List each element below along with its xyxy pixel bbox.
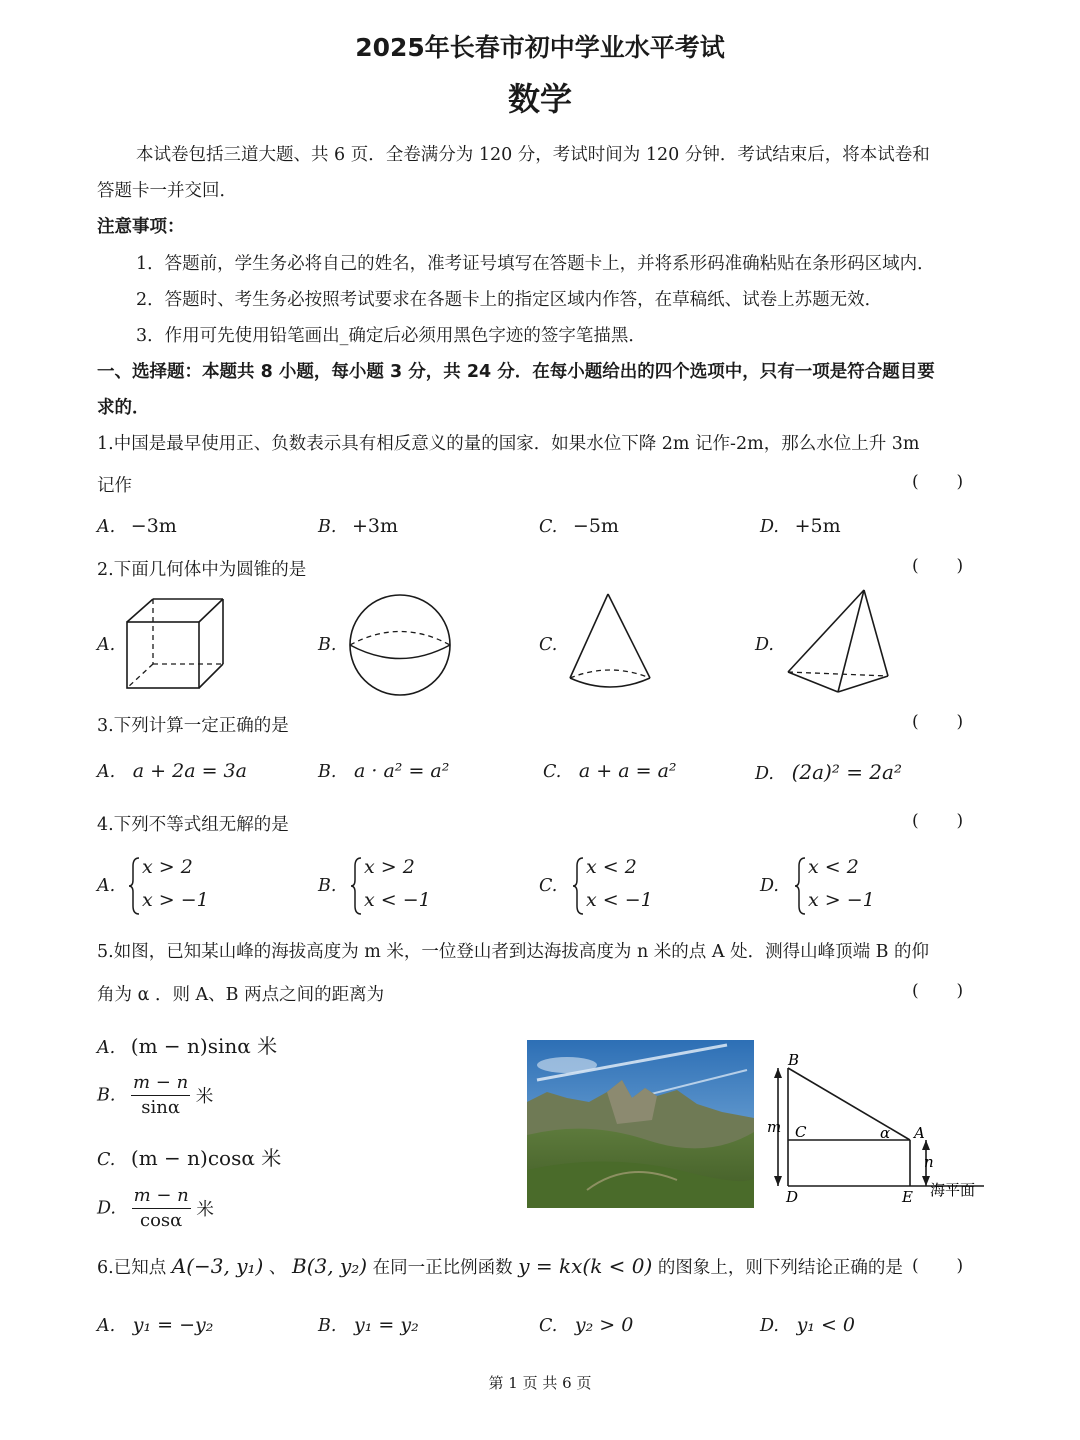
q4-stem: 4.下列不等式组无解的是: [97, 815, 289, 835]
cone-figure: [566, 590, 656, 695]
label-c: C: [795, 1123, 807, 1141]
q1-option-c-value: −5m: [572, 515, 619, 537]
q3-option-c-value: a + a = a²: [578, 760, 677, 782]
q3-stem: 3.下列计算一定正确的是: [97, 716, 289, 736]
q5-option-d: [97, 1184, 214, 1233]
pyramid-figure: [782, 586, 892, 696]
q3-option-a-value: a + 2a = 3a: [132, 760, 247, 782]
q1-option-d: [760, 515, 841, 537]
label-e: E: [902, 1188, 913, 1205]
notice-item-2: 2．答题时、考生务必按照考试要求在各题卡上的指定区域内作答，在草稿纸、试卷上苏题无效．: [136, 290, 883, 310]
cube-figure: [120, 594, 230, 694]
label-n: n: [924, 1153, 934, 1171]
q5-option-d-label: D.: [97, 1198, 116, 1219]
q6-stem-post: 的图象上，则下列结论正确的是: [657, 1258, 903, 1278]
q1-option-b: [318, 515, 398, 537]
q3-option-a-label: A.: [97, 762, 116, 782]
q4-label-d: D.: [760, 876, 779, 896]
label-b: B: [788, 1051, 800, 1069]
q4-d-ineq-1: x < 2: [808, 856, 859, 878]
q5-option-d-denominator: cosα: [140, 1210, 183, 1231]
q5-option-c-value: (m − n)cosα 米: [130, 1146, 282, 1170]
q5-option-b-denominator: sinα: [141, 1097, 180, 1118]
q4-label-a: A.: [97, 876, 116, 896]
exam-title: 2025年长春市初中学业水平考试: [355, 33, 725, 62]
q5-option-b-numerator: m − n: [131, 1071, 190, 1096]
q4-brace-b: [350, 856, 362, 916]
q3-answer-paren: ( ): [912, 712, 964, 732]
q5-stem-line-2: 角为 α ．则 A、B 两点之间的距离为: [97, 985, 385, 1005]
q1-answer-paren: ( ): [912, 472, 964, 492]
q6-stem: [97, 1254, 903, 1279]
q4-a-ineq-1: x > 2: [142, 856, 193, 878]
notice-item-3: 3．作用可先使用铅笔画出_确定后必须用黑色字迹的签字笔描黑．: [136, 326, 646, 346]
section-1-heading-line-2: 求的．: [97, 398, 150, 418]
q5-geometry-diagram: [764, 1050, 994, 1205]
q3-option-c-label: C.: [543, 762, 562, 782]
q1-stem-line-2: 记作: [97, 476, 132, 496]
q1-stem-line-1: 1.中国是最早使用正、负数表示具有相反意义的量的国家．如果水位下降 2m 记作-2m，那么水位上升 3m: [97, 434, 920, 454]
q1-option-c: [539, 515, 619, 537]
q4-b-ineq-2: x < −1: [364, 889, 431, 911]
q6-option-c-label: C.: [539, 1316, 558, 1336]
q5-option-a: [97, 1030, 277, 1059]
q4-brace-a: [128, 856, 140, 916]
label-alpha: α: [880, 1124, 891, 1142]
q6-point-b: B(3, y₂): [292, 1254, 368, 1278]
q4-a-ineq-2: x > −1: [142, 889, 209, 911]
q6-answer-paren: ( ): [912, 1256, 964, 1276]
q5-stem-line-1: 5.如图，已知某山峰的海拔高度为 m 米，一位登山者到达海拔高度为 n 米的点 A 处．测得山峰顶端 B 的仰: [97, 942, 930, 962]
q1-option-b-label: B.: [318, 517, 337, 537]
q4-d-ineq-2: x > −1: [808, 889, 875, 911]
q6-option-a: [97, 1314, 213, 1336]
intro-line-2: 答题卡一并交回．: [97, 181, 237, 201]
q3-option-b-value: a · a² = a²: [354, 760, 450, 782]
q4-label-b: B.: [318, 876, 337, 896]
q5-option-c: [97, 1142, 281, 1171]
mountain-photo: [527, 1040, 754, 1208]
q6-option-b-value: y₁ = y₂: [354, 1314, 419, 1336]
q6-stem-pre: 6.已知点: [97, 1258, 167, 1278]
q3-option-d-label: D.: [755, 764, 774, 784]
q6-option-c: [539, 1314, 633, 1336]
q1-option-d-value: +5m: [794, 515, 841, 537]
q3-option-c: [543, 760, 677, 782]
q3-option-d-value: (2a)² = 2a²: [791, 760, 902, 784]
q5-option-d-numerator: m − n: [132, 1184, 191, 1209]
label-a: A: [914, 1124, 925, 1142]
q1-option-a-label: A.: [97, 517, 116, 537]
q5-answer-paren: ( ): [912, 981, 964, 1001]
q2-answer-paren: ( ): [912, 556, 964, 576]
q6-point-a: A(−3, y₁): [171, 1254, 264, 1278]
q6-option-b-label: B.: [318, 1316, 337, 1336]
notice-heading: 注意事项：: [97, 217, 185, 237]
q5-option-b: [97, 1071, 213, 1120]
q4-answer-paren: ( ): [912, 811, 964, 831]
label-d: D: [786, 1188, 799, 1205]
q1-option-a-value: −3m: [130, 515, 177, 537]
section-1-heading-line-1: 一、选择题：本题共 8 小题，每小题 3 分，共 24 分．在每小题给出的四个选项中，只有一项是符合题目要: [97, 362, 935, 382]
q6-function: y = kx(k < 0): [518, 1254, 653, 1278]
q5-option-c-label: C.: [97, 1150, 116, 1170]
q4-c-ineq-2: x < −1: [586, 889, 653, 911]
q6-option-a-value: y₁ = −y₂: [132, 1314, 214, 1336]
q6-option-d-label: D.: [760, 1316, 779, 1336]
q2-stem: 2.下面几何体中为圆锥的是: [97, 560, 307, 580]
intro-line-1: 本试卷包括三道大题、共 6 页．全卷满分为 120 分，考试时间为 120 分钟．考试结束后，将本试卷和: [136, 145, 930, 165]
sphere-figure: [345, 590, 455, 700]
q6-option-b: [318, 1314, 419, 1336]
q1-option-a: [97, 515, 177, 537]
q3-option-b: [318, 760, 449, 782]
q6-option-d-value: y₁ < 0: [796, 1314, 856, 1336]
exam-subject: 数学: [507, 80, 572, 118]
q5-option-b-fraction: [131, 1071, 190, 1120]
q6-option-d: [760, 1314, 855, 1336]
q2-label-d: D.: [755, 635, 774, 655]
q1-option-d-label: D.: [760, 517, 779, 537]
q4-brace-d: [794, 856, 806, 916]
q2-label-a: A.: [97, 635, 116, 655]
q6-stem-mid: 在同一正比例函数: [372, 1258, 513, 1278]
label-m: m: [767, 1118, 782, 1136]
q5-option-b-label: B.: [97, 1085, 116, 1106]
q6-option-c-value: y₂ > 0: [574, 1314, 634, 1336]
q4-brace-c: [572, 856, 584, 916]
q3-option-a: [97, 760, 247, 782]
q5-option-a-label: A.: [97, 1038, 116, 1058]
q5-option-d-unit: 米: [196, 1200, 214, 1220]
q3-option-d: [755, 760, 902, 784]
q4-label-c: C.: [539, 876, 558, 896]
page-footer: 第 1 页 共 6 页: [488, 1374, 592, 1392]
q6-option-a-label: A.: [97, 1316, 116, 1336]
q4-c-ineq-1: x < 2: [586, 856, 637, 878]
label-sea-level: 海平面: [930, 1181, 976, 1199]
q4-b-ineq-1: x > 2: [364, 856, 415, 878]
q5-option-a-value: (m − n)sinα 米: [130, 1034, 278, 1058]
q1-option-c-label: C.: [539, 517, 558, 537]
q2-label-c: C.: [539, 635, 558, 655]
q5-option-b-unit: 米: [195, 1087, 214, 1107]
q5-option-d-fraction: [132, 1184, 191, 1233]
notice-item-1: 1．答题前，学生务必将自己的姓名，准考证号填写在答题卡上，并将系形码准确粘贴在条形码区域内．: [136, 254, 935, 274]
q2-label-b: B.: [318, 635, 337, 655]
q1-option-b-value: +3m: [352, 515, 399, 537]
q3-option-b-label: B.: [318, 762, 337, 782]
q6-stem-sep: 、: [268, 1258, 287, 1278]
